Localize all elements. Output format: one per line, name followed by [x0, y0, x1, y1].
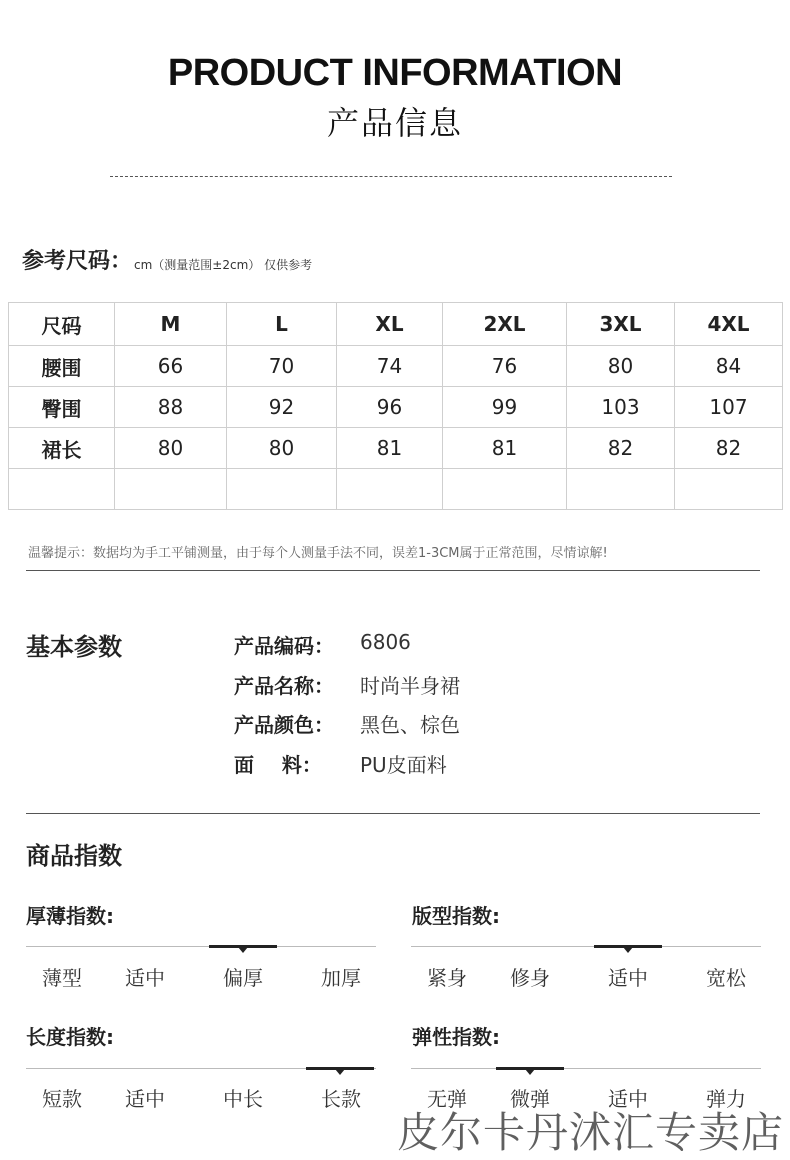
- header-cell: XL: [337, 303, 443, 346]
- indicator-triangle-icon: [525, 1069, 535, 1075]
- param-value: 时尚半身裙: [360, 674, 460, 698]
- divider: [26, 813, 760, 814]
- table-cell: [227, 469, 337, 510]
- table-cell: [115, 469, 227, 510]
- scale-line: [411, 946, 761, 947]
- basic-params-heading: 基本参数: [26, 633, 122, 661]
- table-cell: 84: [675, 346, 783, 387]
- table-cell: 74: [337, 346, 443, 387]
- param-label: 产品编码：: [234, 634, 334, 658]
- scale-option: 适中: [125, 966, 165, 990]
- param-value: PU皮面料: [360, 753, 447, 777]
- header-cell: 4XL: [675, 303, 783, 346]
- scale-option: 中长: [223, 1087, 263, 1111]
- scale-line: [26, 946, 376, 947]
- scale-option: 短款: [42, 1087, 82, 1111]
- param-value: 6806: [360, 630, 411, 654]
- scale-option: 弹力: [706, 1087, 746, 1111]
- header-cell: 3XL: [567, 303, 675, 346]
- header-cell: 尺码: [9, 303, 115, 346]
- table-cell: 96: [337, 387, 443, 428]
- table-cell: 80: [567, 346, 675, 387]
- index-title-thickness: 厚薄指数:: [26, 904, 114, 928]
- scale-option: 薄型: [42, 966, 82, 990]
- row-label: 腰围: [9, 346, 115, 387]
- table-row: [9, 346, 783, 387]
- table-row-empty: [9, 469, 783, 510]
- index-title-elasticity: 弹性指数:: [412, 1025, 500, 1049]
- size-table-header: [9, 303, 783, 346]
- table-cell: 103: [567, 387, 675, 428]
- header-cell: M: [115, 303, 227, 346]
- size-ref-heading: 参考尺码：: [22, 249, 133, 274]
- page-title-cn: 产品信息: [326, 104, 463, 142]
- table-cell: 99: [443, 387, 567, 428]
- scale-option-selected: 长款: [321, 1087, 361, 1111]
- param-value: 黑色、棕色: [360, 713, 460, 737]
- table-cell: 81: [443, 428, 567, 469]
- scale-option: 适中: [608, 1087, 648, 1111]
- table-cell: 88: [115, 387, 227, 428]
- indicator-triangle-icon: [623, 947, 633, 953]
- param-label: 产品名称：: [234, 674, 334, 698]
- row-label: 裙长: [9, 428, 115, 469]
- table-cell: 92: [227, 387, 337, 428]
- table-cell: 76: [443, 346, 567, 387]
- measurement-tip: 温馨提示：数据均为手工平铺测量，由于每个人测量手法不同，误差1-3CM属于正常范围，尽情谅解!: [28, 546, 608, 561]
- header-cell: 2XL: [443, 303, 567, 346]
- table-cell: [337, 469, 443, 510]
- scale-option-selected: 微弹: [510, 1087, 550, 1111]
- index-title-length: 长度指数:: [26, 1025, 114, 1049]
- scale-line: [411, 1068, 761, 1069]
- scale-option: 紧身: [427, 966, 467, 990]
- scale-option: 宽松: [706, 966, 746, 990]
- scale-option: 修身: [510, 966, 550, 990]
- table-cell: [9, 469, 115, 510]
- size-ref-note: cm（测量范围±2cm） 仅供参考: [134, 258, 313, 272]
- param-label: 面 料：: [234, 753, 322, 777]
- table-cell: 80: [115, 428, 227, 469]
- index-title-fit: 版型指数:: [412, 904, 500, 928]
- scale-option-selected: 偏厚: [223, 966, 263, 990]
- indicator-triangle-icon: [335, 1069, 345, 1075]
- table-cell: 70: [227, 346, 337, 387]
- table-row: [9, 387, 783, 428]
- table-cell: 66: [115, 346, 227, 387]
- table-cell: 80: [227, 428, 337, 469]
- table-cell: [443, 469, 567, 510]
- product-index-heading: 商品指数: [26, 842, 122, 870]
- row-label: 臀围: [9, 387, 115, 428]
- param-label: 产品颜色：: [234, 713, 334, 737]
- table-cell: 82: [675, 428, 783, 469]
- scale-option: 加厚: [321, 966, 361, 990]
- table-cell: [567, 469, 675, 510]
- dashed-divider: [110, 176, 672, 177]
- scale-option: 无弹: [427, 1087, 467, 1111]
- table-cell: 107: [675, 387, 783, 428]
- page-title-en: PRODUCT INFORMATION: [167, 52, 623, 94]
- header-cell: L: [227, 303, 337, 346]
- table-cell: [675, 469, 783, 510]
- store-watermark: 皮尔卡丹沭汇专卖店: [396, 1108, 784, 1157]
- scale-option-selected: 适中: [608, 966, 648, 990]
- indicator-triangle-icon: [238, 947, 248, 953]
- size-table: [8, 302, 783, 510]
- divider: [26, 570, 760, 571]
- table-cell: 81: [337, 428, 443, 469]
- scale-option: 适中: [125, 1087, 165, 1111]
- table-cell: 82: [567, 428, 675, 469]
- table-row: [9, 428, 783, 469]
